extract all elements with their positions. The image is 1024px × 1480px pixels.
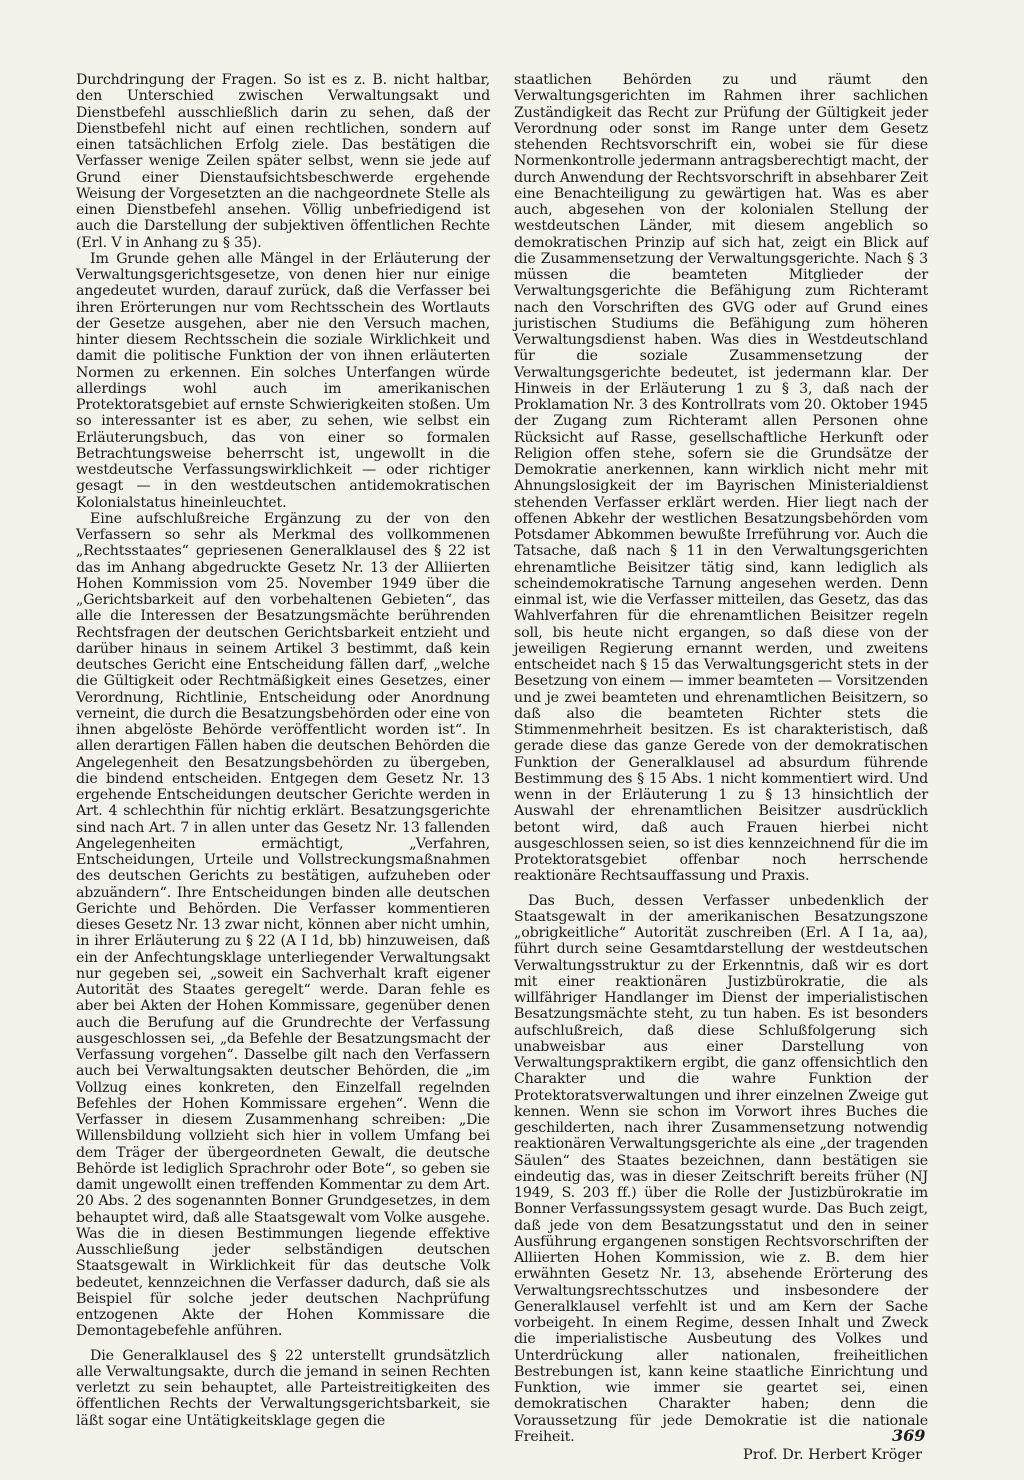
right-column	[514, 72, 928, 1464]
paragraph: Eine aufschlußreiche Ergänzung zu der von den Verfassern so sehr als Merkmal des vollkommenen „Rechtsstaates“ gepriesenen Generalklausel des § 22 ist das im Anhang abgedruckte Gesetz Nr. 13 der Alliierten Hohen Kommission vom 25. November 1949 über die „Gerichtsbarkeit auf den vorbehaltenen Gebieten“, das alle die Interessen der Besatzungsmächte berührenden Rechtsfragen der deutschen Gerichtsbarkeit entzieht und darüber hinaus in seinem Artikel 3 bestimmt, daß kein deutsches Gericht eine Entscheidung fällen darf, „welche die Gültigkeit oder Rechtmäßigkeit eines Gesetzes, einer Verordnung, Richtlinie, Entscheidung oder Anordnung verneint, die durch die Besatzungsbehörden oder eine von ihnen abgelöste Behörde veröffentlicht worden ist“. In allen derartigen Fällen haben die deutschen Behörden die Angelegenheit den Besatzungsbehörden zu übergeben, die bindend entscheiden. Entgegen dem Gesetz Nr. 13 ergehende Entscheidungen deutscher Gerichte werden in Art. 4 schlechthin für nichtig erklärt. Besatzungsgerichte sind nach Art. 7 in allen unter das Gesetz Nr. 13 fallenden Angelegenheiten ermächtigt, „Verfahren, Entscheidungen, Urteile und Vollstreckungsmaßnahmen des deutschen Gerichts zu bestätigen, aufzuheben oder abzuändern“. Ihre Entscheidungen binden alle deutschen Gerichte und Behörden. Die Verfasser kommentieren dieses Gesetz Nr. 13 zwar nicht, können aber nicht umhin, in ihrer Erläuterung zu § 22 (A I 1d, bb) hinzuweisen, daß ein der Anfechtungsklage unterliegender Verwaltungsakt nur gegeben sei, „soweit ein Sachverhalt kraft eigener Autorität des Staates geregelt“ werde. Daran fehle es aber bei Akten der Hohen Kommissare, gegenüber denen auch die Berufung auf die Grundrechte der Verfassung ausgeschlossen sei, „da Befehle der Besatzungsmacht der Verfassung vorgehen“. Dasselbe gilt nach den Verfassern auch bei Verwaltungsakten deutscher Behörden, die „im Vollzug eines konkreten, den Einzelfall regelnden Befehles der Hohen Kommissare ergehen“. Wenn die Verfasser in diesem Zusammenhang schreiben: „Die Willensbildung vollzieht sich hier in vollem Umfang bei dem Träger der übergeordneten Gewalt, die deutsche Behörde ist lediglich Sprachrohr oder Bote“, so geben sie damit ungewollt einen treffenden Kommentar zu dem Art. 20 Abs. 2 des sogenannten Bonner Grundgesetzes, in dem behauptet wird, daß alle Staatsgewalt vom Volke ausgehe. Was die in diesen Bestimmungen liegende effektive Ausschließung jeder selbständigen deutschen Staatsgewalt in Wirklichkeit für das deutsche Volk bedeutet, kennzeichnen die Verfasser dadurch, daß sie als Beispiel für solche jeder deutschen Nachprüfung entzogenen Akte der Hohen Kommissare die Demontagebefehle anführen.	[76, 510, 490, 1340]
left-column	[76, 72, 490, 1429]
paragraph: staatlichen Behörden zu und räumt den Verwaltungsgerichten im Rahmen ihrer sachlichen Zuständigkeit das Recht zur Prüfung der Gültigkeit jeder Verordnung oder sonst im Range unter dem Gesetz stehenden Rechtsvorschrift ein, wobei sie für diese Normenkontrolle jedermann antragsberechtigt macht, der durch Anwendung der Rechtsvorschrift in absehbarer Zeit eine Benachteiligung zu gewärtigen hat. Was es aber auch, abgesehen von der kolonialen Stellung der westdeutschen Länder, mit diesem angeblich so demokratischen Prinzip auf sich hat, zeigt ein Blick auf die Zusammensetzung der Verwaltungsgerichte. Nach § 3 müssen die beamteten Mitglieder der Verwaltungsgerichte die Befähigung zum Richteramt nach den Vorschriften des GVG oder auf Grund eines juristischen Studiums die Befähigung zum höheren Verwaltungsdienst haben. Was dies in Westdeutschland für die soziale Zusammensetzung der Verwaltungsgerichte bedeutet, ist jedermann klar. Der Hinweis in der Erläuterung 1 zu § 3, daß nach der Proklamation Nr. 3 des Kontrollrats vom 20. Oktober 1945 der Zugang zum Richteramt allen Personen ohne Rücksicht auf Rasse, gesellschaftliche Herkunft oder Religion offen stehe, sofern sie die Grundsätze der Demokratie anerkennen, kann wirklich nicht mehr mit Ahnungslosigkeit der im Bayrischen Ministerialdienst stehenden Verfasser erklärt werden. Hier liegt nach der offenen Abkehr der westlichen Besatzungsbehörden vom Potsdamer Abkommen bewußte Irreführung vor. Auch die Tatsache, daß nach § 11 in den Verwaltungsgerichten ehrenamtliche Beisitzer tätig sind, kann lediglich als scheindemokratische Tarnung angesehen werden. Denn einmal ist, wie die Verfasser mitteilen, das Gesetz, das das Wahlverfahren für die ehrenamtlichen Beisitzer regeln soll, bis heute nicht ergangen, so daß diese von der jeweiligen Regierung ernannt werden, und zweitens entscheidet nach § 15 das Verwaltungsgericht stets in der Besetzung von einem — immer beamteten — Vorsitzenden und je zwei beamteten und ehrenamtlichen Beisitzern, so daß also die beamteten Richter stets die Stimmenmehrheit besitzen. Es ist charakteristisch, daß gerade diese das ganze Gerede von der demokratischen Funktion der Generalklausel ad absurdum führende Bestimmung des § 15 Abs. 1 nicht kommentiert wird. Und wenn in der Erläuterung 1 zu § 13 hinsichtlich der Auswahl der ehrenamtlichen Beisitzer ausdrücklich betont wird, daß auch Frauen hierbei nicht ausgeschlossen seien, so ist dies kennzeichnend für die im Protektoratsgebiet offenbar noch herrschende reaktionäre Rechtsauffassung und Praxis.	[514, 72, 928, 885]
page-number: 369	[892, 1426, 926, 1445]
author-signature: Prof. Dr. Herbert Kröger	[743, 1447, 922, 1463]
paragraph: Die Generalklausel des § 22 unterstellt grundsätzlich alle Verwaltungsakte, durch die jemand in seinen Rechten verletzt zu sein behauptet, alle Parteistreitigkeiten des öffentlichen Rechts der Verwaltungsgerichtsbarkeit, sie läßt sogar eine Untätigkeitsklage gegen die	[76, 1347, 490, 1429]
paragraph: Das Buch, dessen Verfasser unbedenklich der Staatsgewalt in der amerikanischen Besatzungszone „obrigkeitliche“ Autorität zuschreiben (Erl. A I 1a, aa), führt durch seine Gesamtdarstellung der westdeutschen Verwaltungsstruktur zu der Erkenntnis, daß wir es dort mit einer reaktionären Justizbürokratie, die als willfähriger Handlanger im Dienst der imperialistischen Besatzungsmächte steht, zu tun haben. Es ist besonders aufschlußreich, daß diese Schlußfolgerung sich unabweisbar aus einer Darstellung von Verwaltungspraktikern ergibt, die ganz offensichtlich den Charakter und die wahre Funktion der Protektoratsverwaltungen und ihrer einzelnen Zweige gut kennen. Wenn sie schon im Vorwort ihres Buches die geschilderten, nach ihrer Zusammensetzung notwendig reaktionären Verwaltungsgerichte als eine „der tragenden Säulen“ des Staates bezeichnen, dann bestätigen sie eindeutig das, was in dieser Zeitschrift bereits früher (NJ 1949, S. 203 ff.) über die Rolle der Justizbürokratie im Bonner Verfassungssystem gesagt wurde. Das Buch zeigt, daß jede von dem Besatzungsstatut und den in seiner Ausführung ergangenen sonstigen Rechtsvorschriften der Alliierten Hohen Kommission, wie z. B. dem hier erwähnten Gesetz Nr. 13, absehende Erörterung des Verwaltungsrechtsschutzes und insbesondere der Generalklausel verfehlt ist und am Kern der Sache vorbeigeht. In einem Regime, dessen Inhalt und Zweck die imperialistische Ausbeutung des Volkes und Unterdrückung aller nationalen, freiheitlichen Bestrebungen ist, kann keine staatliche Einrichtung und Funktion, wie immer sie geartet sei, einen demokratischen Charakter haben; denn die Voraussetzung für jede Demokratie ist die nationale Freiheit.	[514, 892, 928, 1445]
paragraph: Durchdringung der Fragen. So ist es z. B. nicht haltbar, den Unterschied zwischen Verwaltungsakt und Dienstbefehl ausschließlich darin zu sehen, daß der Dienstbefehl nicht auf einen rechtlichen, sondern auf einen tatsächlichen Erfolg ziele. Das bestätigen die Verfasser wenige Zeilen später selbst, wenn sie jede auf Grund einer Dienstaufsichtsbeschwerde ergehende Weisung der Vorgesetzten an die nachgeordnete Stelle als einen Dienstbefehl ansehen. Völlig unbefriedigend ist auch die Darstellung der subjektiven öffentlichen Rechte (Erl. V in Anhang zu § 35).	[76, 72, 490, 251]
paragraph: Im Grunde gehen alle Mängel in der Erläuterung der Verwaltungsgerichtsgesetze, von denen hier nur einige angedeutet wurden, darauf zurück, daß die Verfasser bei ihren Erörterungen nur vom Rechtsschein des Wortlauts der Gesetze ausgehen, aber nie den Versuch machen, hinter diesem Rechtsschein die soziale Wirklichkeit und damit die politische Funktion der von ihnen erläuterten Normen zu erkennen. Ein solches Unterfangen würde allerdings wohl auch im amerikanischen Protektoratsgebiet auf ernste Schwierigkeiten stoßen. Um so interessanter ist es aber, zu sehen, wie selbst ein Erläuterungsbuch, das von einer so formalen Betrachtungsweise beherrscht ist, ungewollt in die westdeutsche Verfassungswirklichkeit — oder richtiger gesagt — in den westdeutschen antidemokratischen Kolonialstatus hineinleuchtet.	[76, 250, 490, 511]
